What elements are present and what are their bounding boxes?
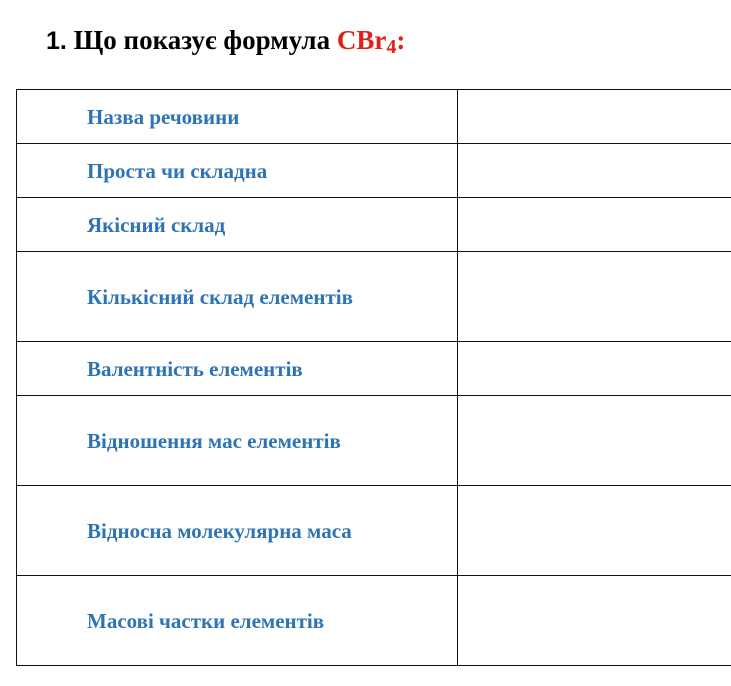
question-number: 1.	[46, 27, 67, 55]
formula-subscript: 4	[386, 36, 397, 58]
row-label: Назва речовини	[17, 90, 458, 144]
row-value-cell[interactable]	[458, 90, 731, 144]
row-value-cell[interactable]	[458, 198, 731, 252]
row-value-cell[interactable]	[458, 486, 731, 576]
row-value-cell[interactable]	[458, 144, 731, 198]
table-row	[17, 396, 731, 486]
table-row	[17, 144, 731, 198]
row-label: Масові частки елементів	[17, 576, 458, 666]
table-row	[17, 576, 731, 666]
formula-suffix: :	[396, 25, 406, 55]
row-label: Валентність елементів	[17, 342, 458, 396]
row-label: Відносна молекулярна маса	[17, 486, 458, 576]
row-value-cell[interactable]	[458, 252, 731, 342]
row-value-cell[interactable]	[458, 576, 731, 666]
question-heading	[46, 24, 405, 56]
row-label: Якісний склад	[17, 198, 458, 252]
row-value-cell[interactable]	[458, 342, 731, 396]
table-row	[17, 90, 731, 144]
table-row	[17, 486, 731, 576]
row-label: Кількісний склад елементів	[17, 252, 458, 342]
properties-table	[16, 89, 731, 666]
table-row	[17, 342, 731, 396]
row-label: Відношення мас елементів	[17, 396, 458, 486]
chemical-formula	[336, 25, 406, 58]
question-text: Що показує формула	[73, 25, 331, 55]
table-row	[17, 252, 731, 342]
formula-base: CBr	[336, 25, 387, 55]
row-label: Проста чи складна	[17, 144, 458, 198]
table-row	[17, 198, 731, 252]
row-value-cell[interactable]	[458, 396, 731, 486]
